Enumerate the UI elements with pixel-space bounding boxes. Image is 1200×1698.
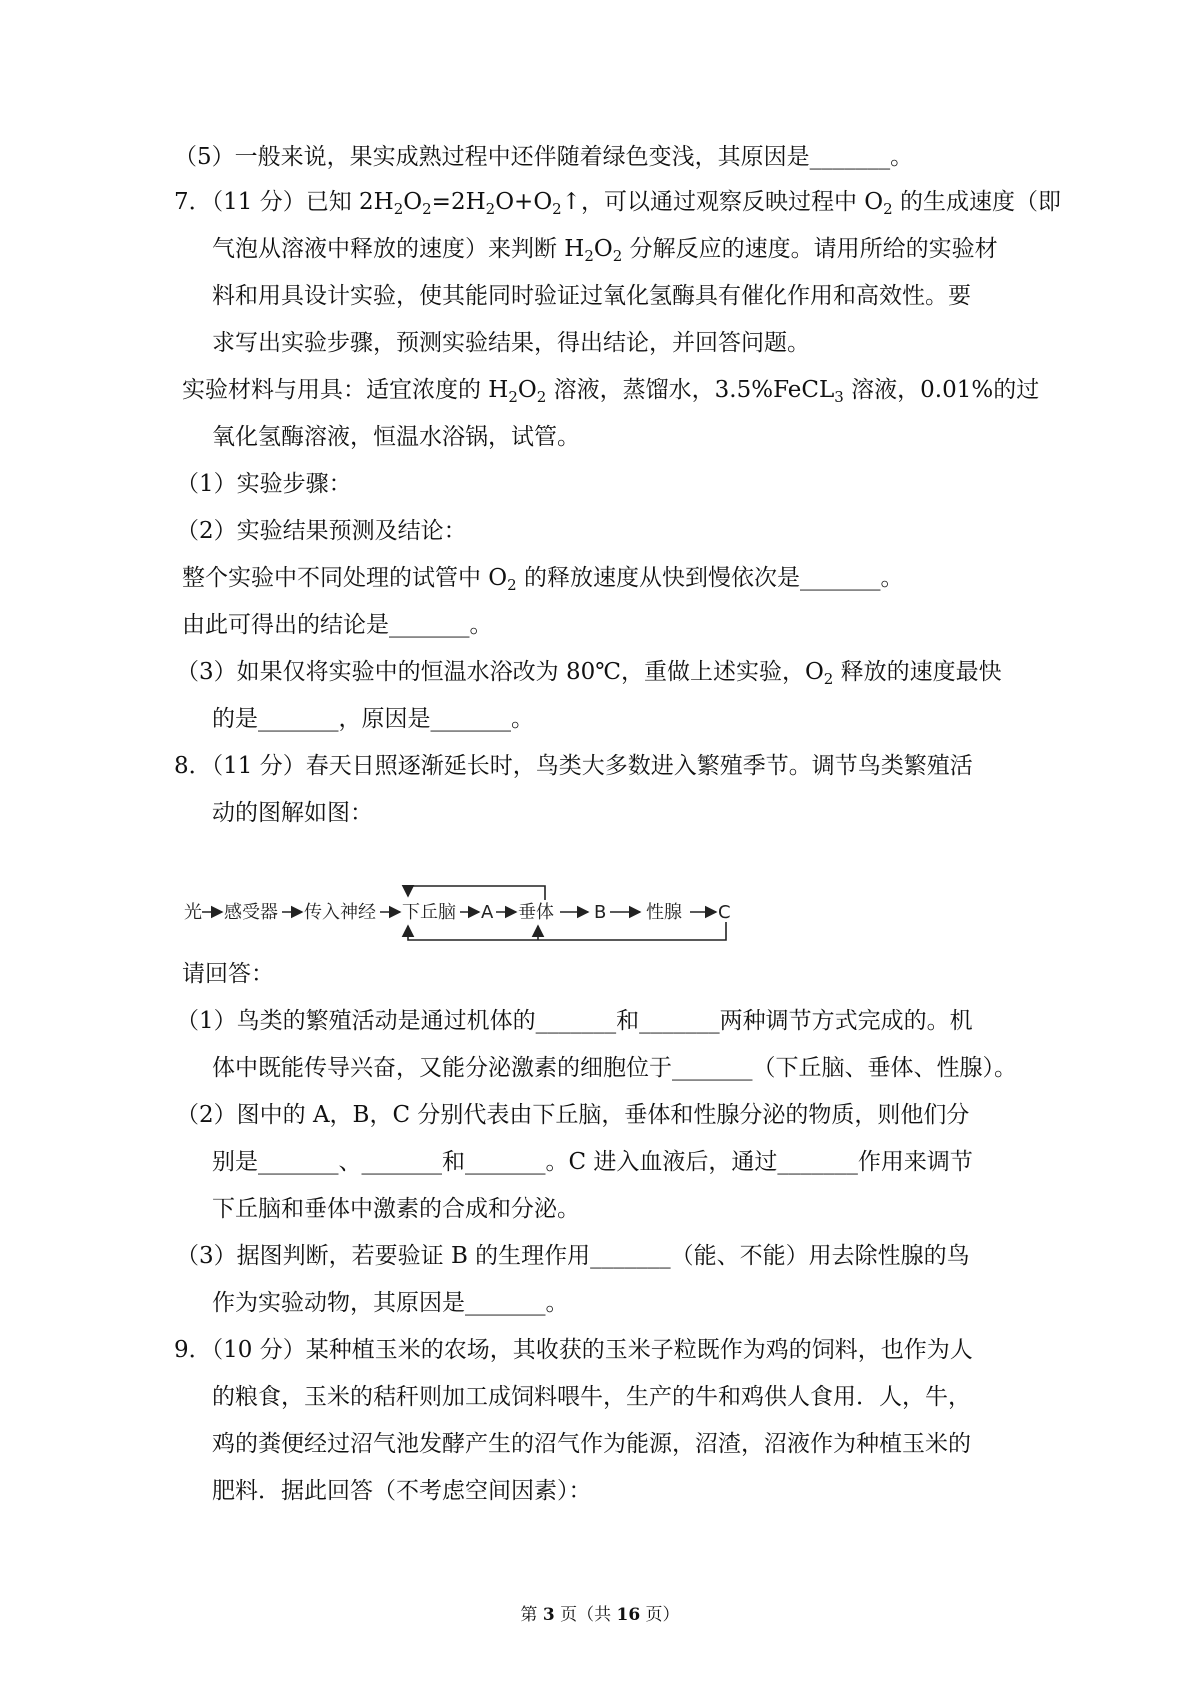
q7-sub3-line-2: 的是_______，原因是_______。 — [212, 706, 534, 732]
q8-sub3-line-2: 作为实验动物，其原因是_______。 — [212, 1290, 569, 1316]
q9-line-2: 的粮食，玉米的秸秆则加工成饲料喂牛，生产的牛和鸡供人食用．人，牛， — [212, 1384, 971, 1410]
node-afferent-nerve: 传入神经 — [304, 902, 376, 923]
node-a: A — [481, 902, 494, 923]
feedback-b-to-hypothalamus — [408, 886, 545, 900]
q8-line-1: 8．（11 分）春天日照逐渐延长时，鸟类大多数进入繁殖季节。调节鸟类繁殖活 — [174, 753, 973, 779]
node-light: 光 — [184, 902, 202, 923]
q7-sub3-line-1: （3）如果仅将实验中的恒温水浴改为 80℃，重做上述实验，$O_2$ 释放的速度最快 — [176, 659, 1002, 688]
page-total: 16 — [616, 1605, 641, 1625]
q7-sub2-line-1: 整个实验中不同处理的试管中 $O_2$ 的释放速度从快到慢依次是_______。 — [182, 565, 904, 594]
q8-please-answer: 请回答： — [182, 961, 274, 987]
q8-sub3-line-1: （3）据图判断，若要验证 B 的生理作用_______（能、不能）用去除性腺的鸟 — [176, 1243, 970, 1269]
q8-sub2-line-2: 别是_______、_______和_______。C 进入血液后，通过_______作用来调节 — [212, 1149, 973, 1175]
page-footer: 第 3 页（共 16 页） — [520, 1605, 680, 1625]
node-c: C — [718, 902, 731, 923]
q7-line-3: 料和用具设计实验，使其能同时验证过氧化氢酶具有催化作用和高效性。要 — [212, 283, 971, 309]
page-number: 3 — [542, 1605, 555, 1625]
q7-line-1: 7．（11 分）已知 $2H_2O_2=2H_2O+O_2↑$，可以通过观察反映过程中 $O_2$ 的生成速度（即 — [174, 189, 1062, 218]
q8-line-2: 动的图解如图： — [212, 800, 373, 826]
q8-sub1-line-2: 体中既能传导兴奋，又能分泌激素的细胞位于_______（下丘脑、垂体、性腺）。 — [212, 1055, 1017, 1081]
q7-sub2-line-2: 由此可得出的结论是_______。 — [182, 612, 493, 638]
q7-sub2: （2）实验结果预测及结论： — [176, 518, 467, 544]
bird-reproduction-regulation-diagram — [182, 882, 742, 944]
q9-line-4: 肥料．据此回答（不考虑空间因素）： — [212, 1478, 592, 1504]
q7-sub1: （1）实验步骤： — [176, 471, 352, 497]
q7-line-4: 求写出实验步骤，预测实验结果，得出结论，并回答问题。 — [212, 330, 810, 356]
node-b: B — [594, 902, 607, 923]
q6-sub5-line: （5）一般来说，果实成熟过程中还伴随着绿色变浅，其原因是_______。 — [174, 144, 914, 170]
q8-sub2-line-1: （2）图中的 A，B，C 分别代表由下丘脑，垂体和性腺分泌的物质，则他们分 — [176, 1102, 970, 1128]
node-receptor: 感受器 — [224, 902, 278, 923]
q9-line-1: 9．（10 分）某种植玉米的农场，其收获的玉米子粒既作为鸡的饲料，也作为人 — [174, 1337, 973, 1363]
node-gonad: 性腺 — [646, 902, 682, 923]
diagram-svg — [182, 882, 742, 944]
q7-materials-line-1: 实验材料与用具：适宜浓度的 $H_2O_2$ 溶液，蒸馏水，3.5%FeCL$_3$ 溶液，0.01%的过 — [182, 377, 1040, 406]
node-hypothalamus: 下丘脑 — [402, 902, 456, 923]
q9-line-3: 鸡的粪便经过沼气池发酵产生的沼气作为能源，沼渣，沼液作为种植玉米的 — [212, 1431, 971, 1457]
q8-sub2-line-3: 下丘脑和垂体中激素的合成和分泌。 — [212, 1196, 580, 1222]
node-pituitary: 垂体 — [518, 902, 554, 923]
feedback-c-to-hypothalamus — [408, 922, 726, 940]
q7-materials-line-2: 氧化氢酶溶液，恒温水浴锅，试管。 — [212, 424, 580, 450]
q8-sub1-line-1: （1）鸟类的繁殖活动是通过机体的_______和_______两种调节方式完成的。机 — [176, 1008, 973, 1034]
q7-line-2: 气泡从溶液中释放的速度）来判断 $H_2O_2$ 分解反应的速度。请用所给的实验材 — [212, 236, 998, 265]
